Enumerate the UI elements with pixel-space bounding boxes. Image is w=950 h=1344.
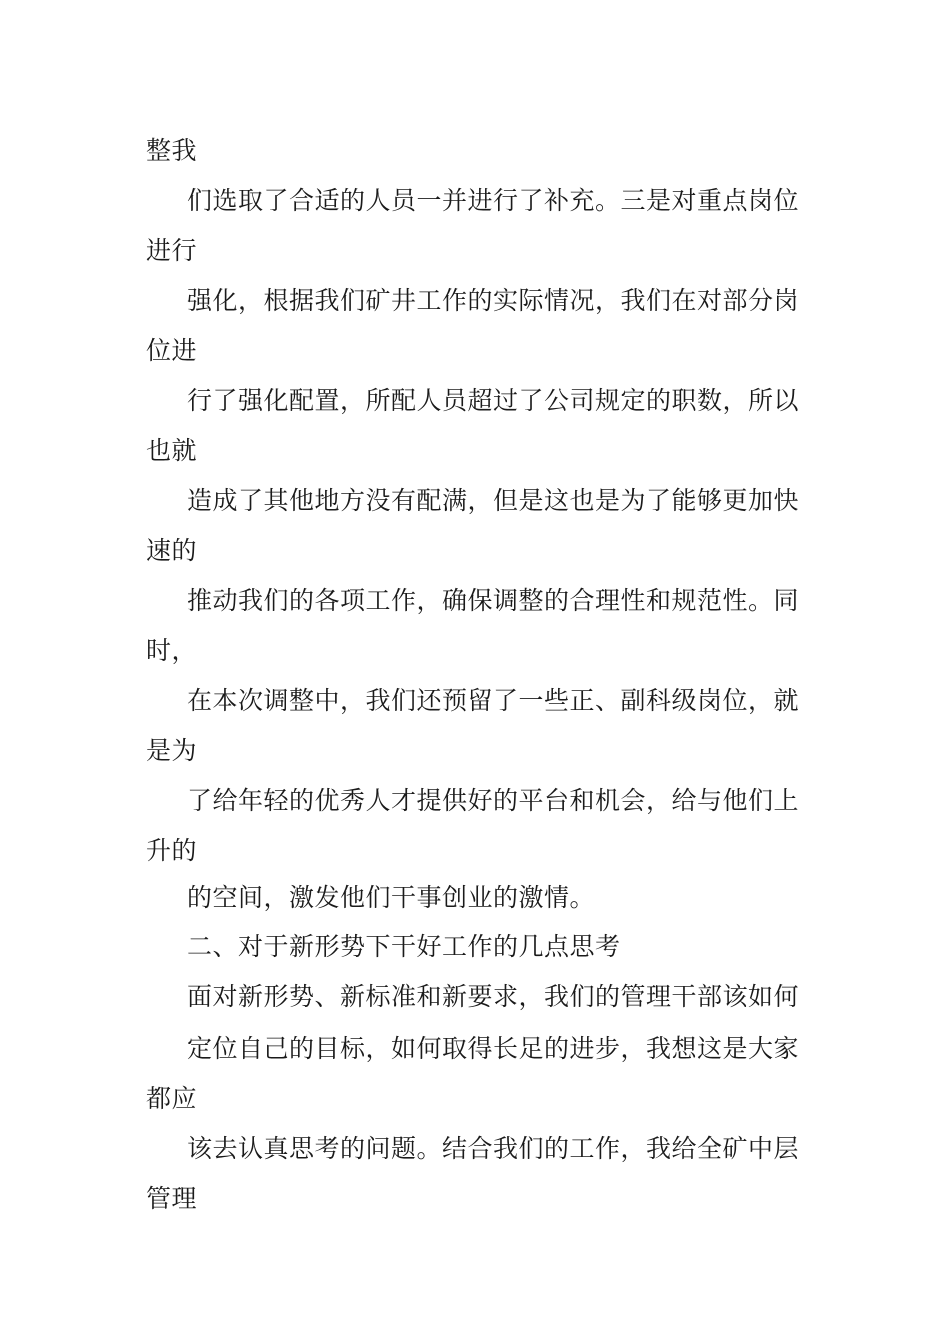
- text-line: 面对新形势、新标准和新要求，我们的管理干部该如何: [187, 982, 800, 1011]
- text-line: 管理: [146, 1184, 198, 1213]
- text-line: 的空间，激发他们干事创业的激情。: [187, 883, 596, 912]
- text-line: 位进: [146, 336, 198, 365]
- text-line: 们选取了合适的人员一并进行了补充。三是对重点岗位: [187, 186, 800, 215]
- text-line: 强化，根据我们矿井工作的实际情况，我们在对部分岗: [187, 286, 800, 315]
- text-line: 了给年轻的优秀人才提供好的平台和机会，给与他们上: [187, 786, 800, 815]
- text-line: 行了强化配置，所配人员超过了公司规定的职数，所以: [187, 386, 800, 415]
- text-line: 整我: [146, 136, 198, 165]
- text-line: 在本次调整中，我们还预留了一些正、副科级岗位，就: [187, 686, 800, 715]
- text-line: 时，: [146, 636, 198, 665]
- text-line: 推动我们的各项工作，确保调整的合理性和规范性。同: [187, 586, 800, 615]
- text-line: 速的: [146, 536, 198, 565]
- text-line: 进行: [146, 236, 198, 265]
- text-line: 升的: [146, 836, 198, 865]
- section-heading: 二、对于新形势下干好工作的几点思考: [187, 932, 621, 961]
- text-line: 都应: [146, 1084, 198, 1113]
- text-line: 造成了其他地方没有配满，但是这也是为了能够更加快: [187, 486, 800, 515]
- text-line: 是为: [146, 736, 198, 765]
- text-line: 该去认真思考的问题。结合我们的工作，我给全矿中层: [187, 1134, 800, 1163]
- text-line: 也就: [146, 436, 198, 465]
- text-line: 定位自己的目标，如何取得长足的进步，我想这是大家: [187, 1034, 800, 1063]
